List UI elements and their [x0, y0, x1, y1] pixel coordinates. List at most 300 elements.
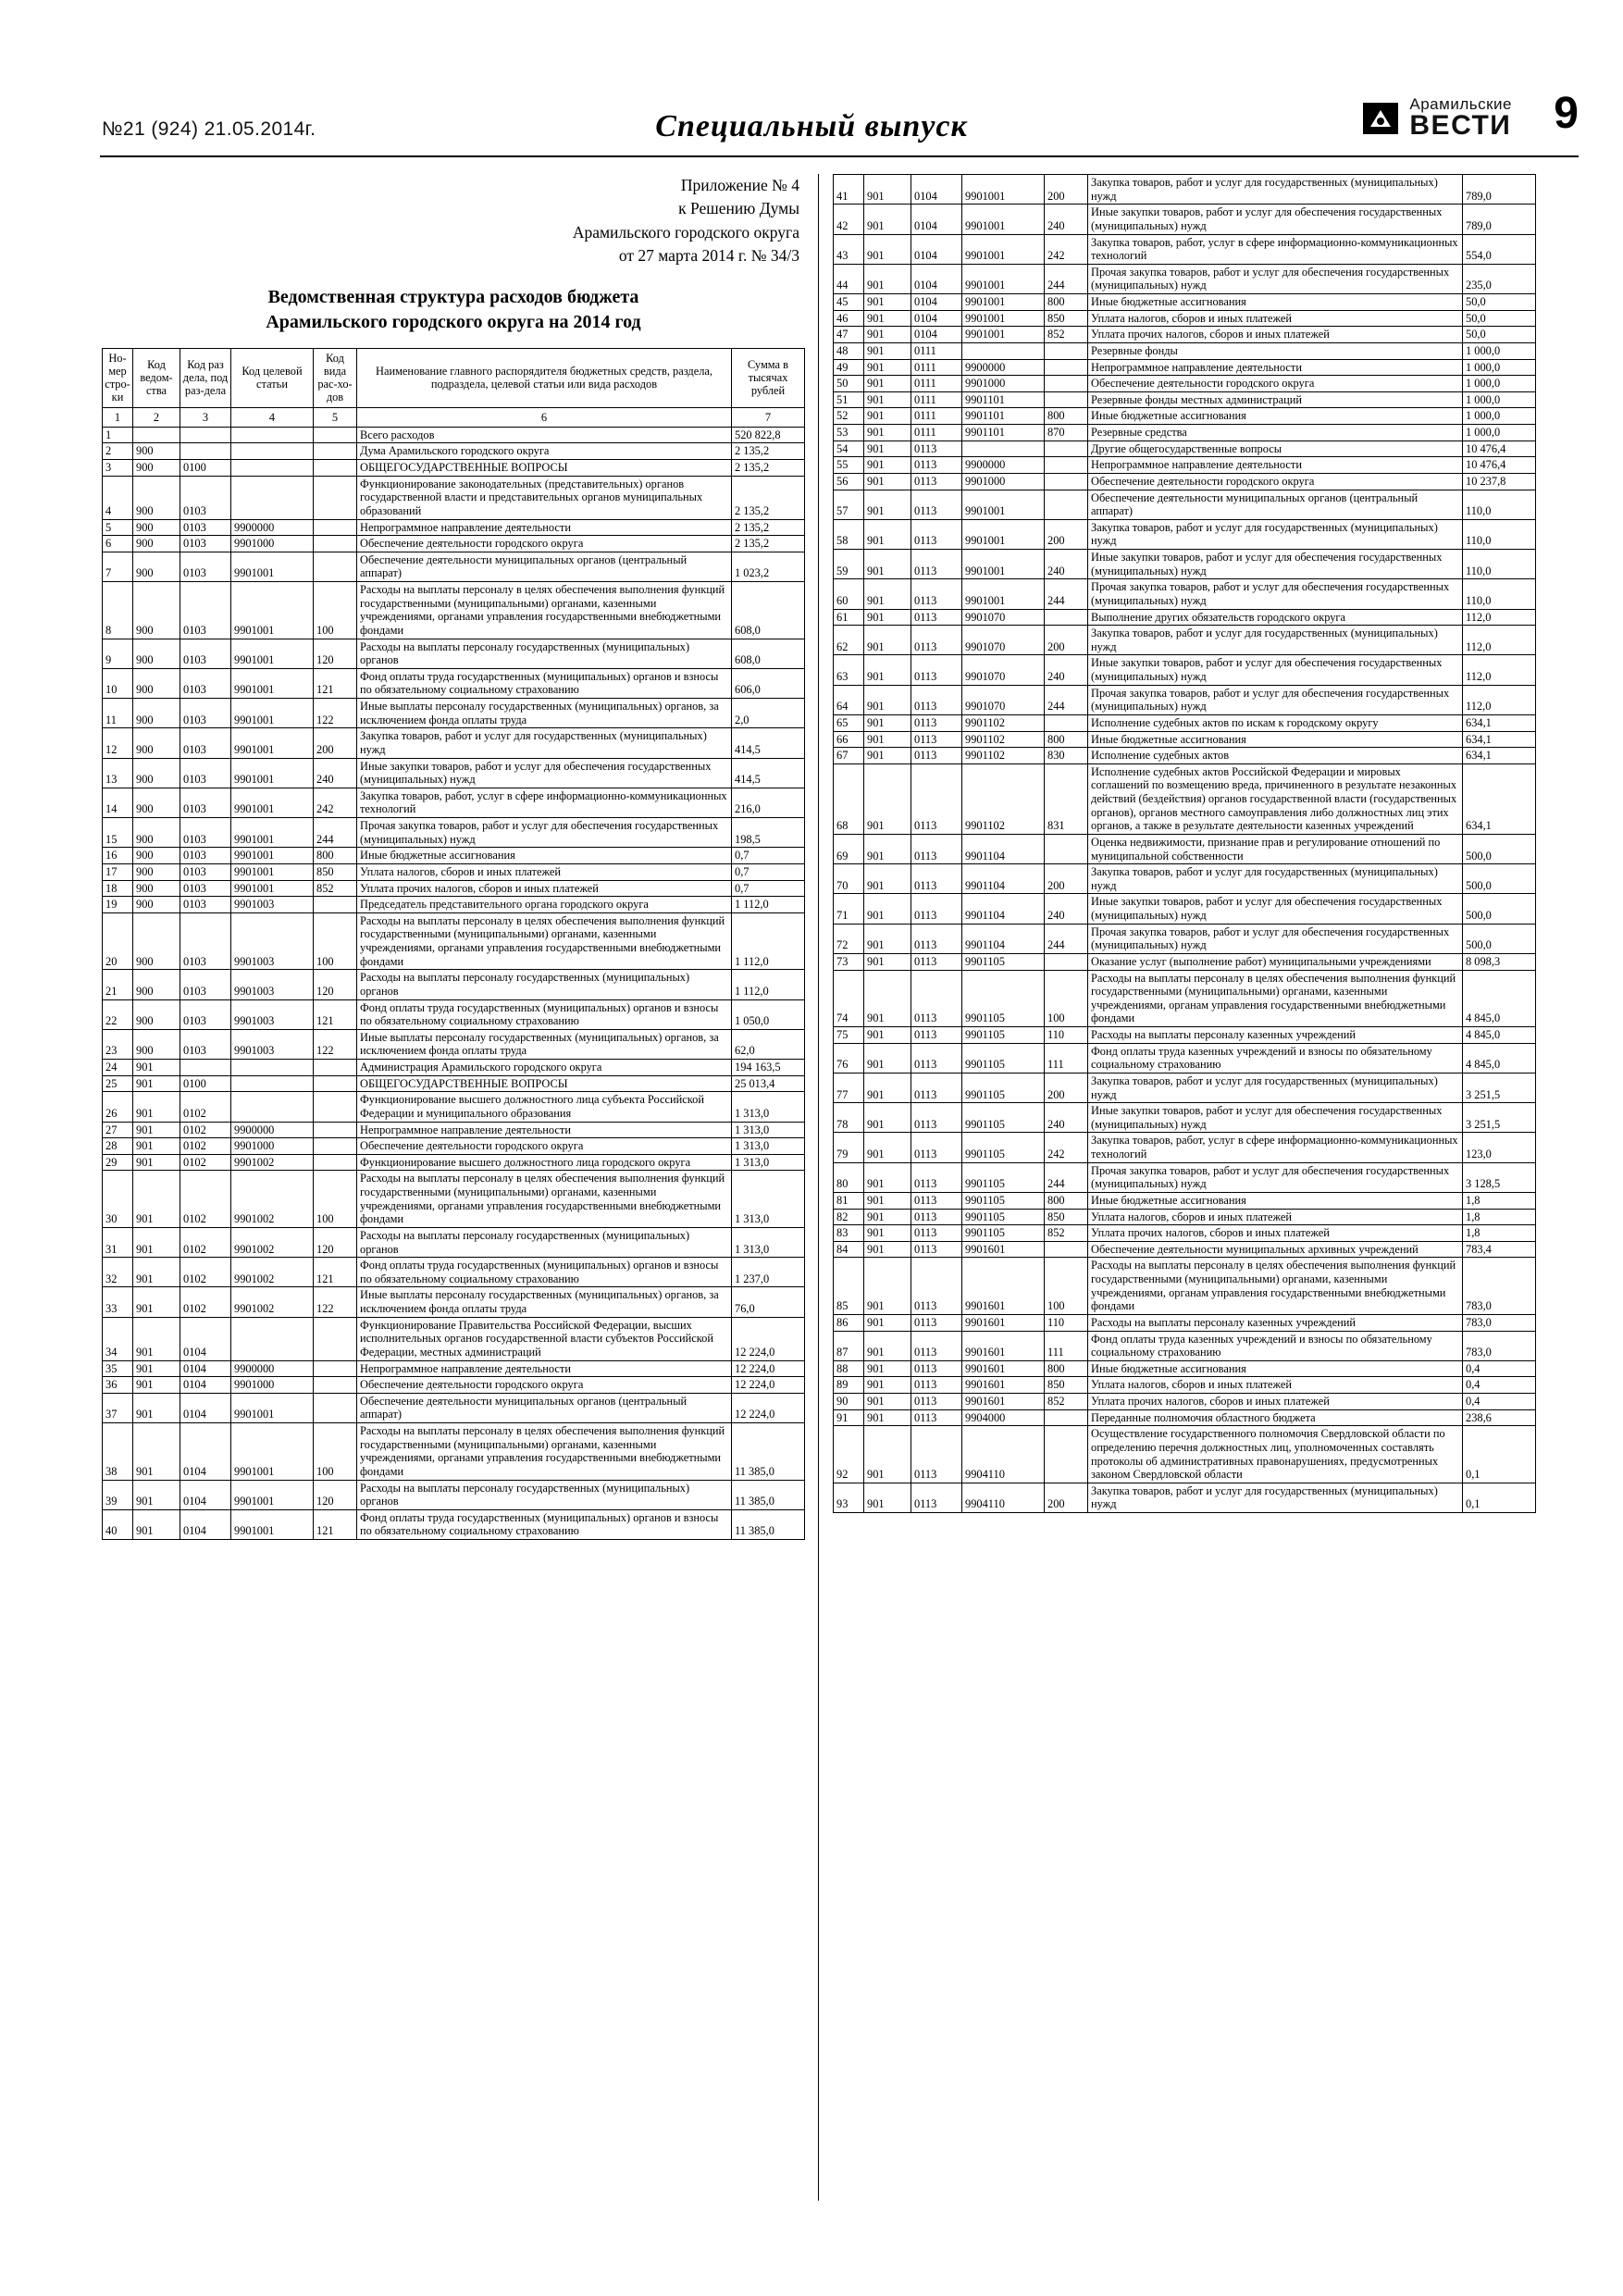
cell-target-article-code: 9901000 — [962, 376, 1045, 392]
cell-sum: 1 313,0 — [732, 1092, 805, 1122]
cell-section-code: 0103 — [180, 897, 231, 913]
cell-section-code: 0113 — [911, 1426, 962, 1483]
cell-target-article-code: 9901001 — [231, 1480, 314, 1509]
table-row — [103, 1258, 805, 1287]
cell-sum: 634,1 — [1463, 763, 1536, 834]
cell-target-article-code: 9900000 — [231, 519, 314, 536]
cell-name: ОБЩЕГОСУДАРСТВЕННЫЕ ВОПРОСЫ — [357, 1075, 732, 1092]
cell-department-code: 901 — [864, 1225, 911, 1242]
cell-sum: 414,5 — [732, 728, 805, 758]
cell-section-code — [180, 1060, 231, 1076]
doc-ref-line: от 27 марта 2014 г. № 34/3 — [618, 246, 799, 266]
table-row — [834, 457, 1536, 474]
cell-sum: 608,0 — [732, 639, 805, 668]
cell-target-article-code: 9901002 — [231, 1227, 314, 1257]
cell-section-code: 0103 — [180, 848, 231, 864]
col-number: 7 — [732, 407, 805, 427]
cell-target-article-code: 9901002 — [231, 1171, 314, 1228]
cell-row-number: 3 — [103, 460, 133, 477]
cell-name: Закупка товаров, работ и услуг для государственных (муниципальных) нужд — [1088, 175, 1463, 205]
cell-section-code: 0103 — [180, 519, 231, 536]
cell-department-code: 901 — [864, 1483, 911, 1512]
col-header-name: Наименование главного распорядителя бюджетных средств, раздела, подраздела, целевой статьи или вида расходов — [357, 348, 732, 407]
cell-name: Резервные средства — [1088, 425, 1463, 441]
cell-sum: 62,0 — [732, 1029, 805, 1059]
cell-row-number: 9 — [103, 639, 133, 668]
cell-expense-type-code: 200 — [1045, 1483, 1088, 1512]
table-row — [103, 897, 805, 913]
doc-title-line: Арамильского городского округа на 2014 год — [266, 311, 641, 332]
cell-section-code: 0104 — [911, 294, 962, 311]
cell-name: Иные бюджетные ассигнования — [1088, 408, 1463, 425]
cell-sum: 608,0 — [732, 582, 805, 639]
cell-sum: 783,0 — [1463, 1314, 1536, 1331]
cell-name: Иные выплаты персоналу государственных (муниципальных) органов, за исключением фонда оплаты труда — [357, 1287, 732, 1317]
cell-name: Выполнение других обязательств городского округа — [1088, 609, 1463, 626]
cell-department-code: 900 — [133, 443, 180, 460]
cell-section-code: 0104 — [911, 234, 962, 264]
table-row — [834, 685, 1536, 714]
cell-target-article-code: 9900000 — [962, 359, 1045, 376]
cell-name: Закупка товаров, работ и услуг для государственных (муниципальных) нужд — [1088, 626, 1463, 655]
col-header-section-code: Код раз дела, под раз-дела — [180, 348, 231, 407]
cell-department-code: 901 — [864, 1314, 911, 1331]
cell-name: Прочая закупка товаров, работ и услуг для обеспечения государственных (муниципальных) нужд — [1088, 264, 1463, 293]
cell-target-article-code: 9901104 — [962, 924, 1045, 953]
cell-section-code: 0102 — [180, 1227, 231, 1257]
cell-name: Прочая закупка товаров, работ и услуг для обеспечения государственных (муниципальных) нужд — [1088, 579, 1463, 609]
cell-name: Переданные полномочия областного бюджета — [1088, 1409, 1463, 1426]
cell-target-article-code: 9901101 — [962, 408, 1045, 425]
cell-section-code: 0103 — [180, 970, 231, 999]
cell-sum: 110,0 — [1463, 519, 1536, 549]
cell-expense-type-code: 244 — [314, 818, 357, 848]
cell-section-code: 0113 — [911, 834, 962, 863]
cell-target-article-code: 9901003 — [231, 912, 314, 970]
cell-row-number: 84 — [834, 1241, 864, 1258]
cell-target-article-code: 9901104 — [962, 864, 1045, 894]
cell-expense-type-code — [1045, 609, 1088, 626]
table-row — [103, 818, 805, 848]
doc-ref-line: Арамильского городского округа — [572, 222, 799, 242]
cell-name: Иные бюджетные ассигнования — [1088, 1192, 1463, 1209]
col-header-sum: Сумма в тысячах рублей — [732, 348, 805, 407]
table-row — [103, 536, 805, 552]
cell-department-code: 901 — [864, 748, 911, 764]
cell-section-code — [180, 427, 231, 443]
cell-expense-type-code: 800 — [1045, 408, 1088, 425]
cell-sum: 783,4 — [1463, 1241, 1536, 1258]
cell-name: Непрограммное направление деятельности — [1088, 359, 1463, 376]
cell-row-number: 34 — [103, 1317, 133, 1360]
cell-expense-type-code — [1045, 1426, 1088, 1483]
table-row — [103, 1138, 805, 1155]
cell-target-article-code: 9901003 — [231, 999, 314, 1029]
cell-sum: 4 845,0 — [1463, 970, 1536, 1027]
table-row — [834, 748, 1536, 764]
cell-sum: 783,0 — [1463, 1331, 1536, 1360]
table-row — [103, 1393, 805, 1422]
cell-department-code: 901 — [133, 1509, 180, 1539]
cell-expense-type-code: 110 — [1045, 1314, 1088, 1331]
cell-sum: 1 313,0 — [732, 1122, 805, 1138]
cell-department-code: 901 — [864, 425, 911, 441]
cell-name: Уплата налогов, сборов и иных платежей — [1088, 1209, 1463, 1225]
cell-row-number: 51 — [834, 391, 864, 408]
cell-expense-type-code: 850 — [1045, 310, 1088, 327]
cell-expense-type-code: 240 — [1045, 1103, 1088, 1133]
table-row — [834, 550, 1536, 579]
doc-ref-line: Приложение № 4 — [680, 176, 799, 194]
col-number: 6 — [357, 407, 732, 427]
table-row — [103, 1122, 805, 1138]
cell-expense-type-code: 120 — [314, 1227, 357, 1257]
cell-sum: 789,0 — [1463, 175, 1536, 205]
cell-expense-type-code: 852 — [1045, 1225, 1088, 1242]
cell-section-code: 0113 — [911, 714, 962, 731]
cell-sum: 198,5 — [732, 818, 805, 848]
cell-section-code: 0113 — [911, 1331, 962, 1360]
cell-target-article-code: 9901105 — [962, 1209, 1045, 1225]
cell-department-code: 901 — [864, 1162, 911, 1192]
cell-department-code: 901 — [864, 550, 911, 579]
cell-name: Закупка товаров, работ, услуг в сфере информационно-коммуникационных технологий — [1088, 1133, 1463, 1162]
table-row — [103, 476, 805, 519]
cell-department-code: 901 — [864, 579, 911, 609]
table-row — [103, 519, 805, 536]
cell-target-article-code: 9900000 — [231, 1122, 314, 1138]
cell-department-code: 901 — [864, 441, 911, 457]
cell-target-article-code: 9901101 — [962, 425, 1045, 441]
cell-section-code: 0103 — [180, 880, 231, 897]
budget-table-right — [833, 174, 1536, 1513]
cell-expense-type-code — [314, 536, 357, 552]
cell-row-number: 32 — [103, 1258, 133, 1287]
cell-expense-type-code: 121 — [314, 1509, 357, 1539]
cell-name: Закупка товаров, работ и услуг для государственных (муниципальных) нужд — [1088, 1483, 1463, 1512]
cell-target-article-code — [962, 441, 1045, 457]
cell-expense-type-code: 831 — [1045, 763, 1088, 834]
logo-line-1: Арамильские — [1409, 95, 1512, 113]
cell-row-number: 86 — [834, 1314, 864, 1331]
cell-sum: 50,0 — [1463, 327, 1536, 343]
cell-row-number: 40 — [103, 1509, 133, 1539]
cell-sum: 783,0 — [1463, 1258, 1536, 1315]
cell-section-code: 0113 — [911, 953, 962, 970]
cell-name: Обеспечение деятельности муниципальных архивных учреждений — [1088, 1241, 1463, 1258]
cell-name: Иные закупки товаров, работ и услуг для обеспечения государственных (муниципальных) нужд — [357, 758, 732, 788]
col-number: 1 — [103, 407, 133, 427]
cell-target-article-code: 9901105 — [962, 1073, 1045, 1102]
cell-department-code: 901 — [864, 1360, 911, 1377]
cell-department-code: 901 — [864, 894, 911, 924]
cell-section-code: 0113 — [911, 1209, 962, 1225]
table-row — [103, 1360, 805, 1377]
cell-section-code: 0103 — [180, 999, 231, 1029]
cell-section-code: 0113 — [911, 1043, 962, 1073]
cell-expense-type-code: 800 — [1045, 1192, 1088, 1209]
cell-row-number: 59 — [834, 550, 864, 579]
cell-target-article-code: 9901105 — [962, 1133, 1045, 1162]
cell-row-number: 12 — [103, 728, 133, 758]
cell-target-article-code: 9901105 — [962, 1192, 1045, 1209]
cell-department-code: 901 — [864, 1209, 911, 1225]
table-row — [834, 626, 1536, 655]
document-reference — [102, 174, 799, 268]
cell-department-code: 900 — [133, 818, 180, 848]
cell-department-code: 901 — [864, 391, 911, 408]
cell-name: Расходы на выплаты персоналу в целях обеспечения выполнения функций государственными (муниципальными) органами, казенными учреждениями, органами управления государственными внебюджетными фондами — [357, 582, 732, 639]
cell-section-code: 0102 — [180, 1122, 231, 1138]
cell-expense-type-code — [314, 1317, 357, 1360]
cell-section-code: 0103 — [180, 639, 231, 668]
cell-section-code: 0102 — [180, 1154, 231, 1171]
cell-sum: 554,0 — [1463, 234, 1536, 264]
logo-line-2: ВЕСТИ — [1409, 110, 1512, 141]
cell-expense-type-code — [314, 1122, 357, 1138]
cell-sum: 1 000,0 — [1463, 359, 1536, 376]
cell-name: Закупка товаров, работ, услуг в сфере информационно-коммуникационных технологий — [357, 788, 732, 817]
cell-name: Обеспечение деятельности муниципальных органов (центральный аппарат) — [357, 1393, 732, 1422]
cell-target-article-code: 9901003 — [231, 970, 314, 999]
cell-department-code: 901 — [133, 1171, 180, 1228]
cell-expense-type-code — [314, 519, 357, 536]
cell-expense-type-code: 830 — [1045, 748, 1088, 764]
right-column — [833, 174, 1536, 1513]
cell-row-number: 41 — [834, 175, 864, 205]
cell-name: Закупка товаров, работ, услуг в сфере информационно-коммуникационных технологий — [1088, 234, 1463, 264]
cell-target-article-code: 9901105 — [962, 1103, 1045, 1133]
cell-expense-type-code: 244 — [1045, 264, 1088, 293]
table-row — [834, 441, 1536, 457]
cell-name: Закупка товаров, работ и услуг для государственных (муниципальных) нужд — [1088, 519, 1463, 549]
col-header-expense-type-code: Код вида рас-хо-дов — [314, 348, 357, 407]
cell-expense-type-code: 240 — [1045, 205, 1088, 234]
cell-name: Расходы на выплаты персоналу казенных учреждений — [1088, 1027, 1463, 1044]
cell-row-number: 37 — [103, 1393, 133, 1422]
cell-row-number: 54 — [834, 441, 864, 457]
cell-section-code: 0104 — [180, 1360, 231, 1377]
cell-expense-type-code — [1045, 953, 1088, 970]
cell-name: Исполнение судебных актов по искам к городскому округу — [1088, 714, 1463, 731]
col-number: 3 — [180, 407, 231, 427]
table-row — [834, 359, 1536, 376]
cell-expense-type-code: 121 — [314, 668, 357, 698]
cell-name: Иные закупки товаров, работ и услуг для обеспечения государственных (муниципальных) нужд — [1088, 205, 1463, 234]
cell-expense-type-code — [1045, 359, 1088, 376]
cell-section-code: 0113 — [911, 1073, 962, 1102]
cell-department-code: 901 — [864, 408, 911, 425]
table-row — [834, 834, 1536, 863]
cell-section-code: 0104 — [911, 327, 962, 343]
cell-expense-type-code — [1045, 391, 1088, 408]
cell-sum: 0,7 — [732, 863, 805, 880]
cell-sum: 1 000,0 — [1463, 425, 1536, 441]
cell-department-code: 900 — [133, 519, 180, 536]
cell-target-article-code: 9901601 — [962, 1360, 1045, 1377]
cell-name: Прочая закупка товаров, работ и услуг для обеспечения государственных (муниципальных) нужд — [1088, 1162, 1463, 1192]
cell-name: Фонд оплаты труда государственных (муниципальных) органов и взносы по обязательному социальному страхованию — [357, 1509, 732, 1539]
cell-name: Иные выплаты персоналу государственных (муниципальных) органов, за исключением фонда оплаты труда — [357, 699, 732, 728]
table-row — [103, 699, 805, 728]
cell-row-number: 48 — [834, 342, 864, 359]
cell-name: Иные бюджетные ассигнования — [357, 848, 732, 864]
table-row — [834, 1073, 1536, 1102]
cell-target-article-code: 9901104 — [962, 894, 1045, 924]
cell-expense-type-code — [314, 1377, 357, 1394]
cell-name: Непрограммное направление деятельности — [357, 1360, 732, 1377]
cell-expense-type-code: 242 — [314, 788, 357, 817]
cell-sum: 0,4 — [1463, 1377, 1536, 1394]
cell-name: Иные бюджетные ассигнования — [1088, 1360, 1463, 1377]
cell-sum: 10 476,4 — [1463, 441, 1536, 457]
table-row — [103, 863, 805, 880]
table-row — [834, 1377, 1536, 1394]
cell-section-code: 0103 — [180, 758, 231, 788]
cell-row-number: 55 — [834, 457, 864, 474]
cell-name: Уплата налогов, сборов и иных платежей — [357, 863, 732, 880]
cell-department-code: 901 — [864, 1103, 911, 1133]
cell-expense-type-code: 200 — [1045, 626, 1088, 655]
cell-expense-type-code — [314, 1360, 357, 1377]
cell-sum: 11 385,0 — [732, 1509, 805, 1539]
table-row — [103, 999, 805, 1029]
cell-department-code: 901 — [864, 342, 911, 359]
cell-department-code: 901 — [133, 1360, 180, 1377]
cell-expense-type-code: 200 — [1045, 175, 1088, 205]
cell-department-code: 901 — [133, 1154, 180, 1171]
cell-name: Уплата прочих налогов, сборов и иных платежей — [1088, 1225, 1463, 1242]
cell-section-code: 0113 — [911, 748, 962, 764]
table-row — [834, 579, 1536, 609]
table-row — [834, 473, 1536, 490]
cell-expense-type-code — [314, 1154, 357, 1171]
cell-section-code: 0113 — [911, 1103, 962, 1133]
cell-section-code: 0113 — [911, 970, 962, 1027]
cell-department-code: 901 — [864, 1241, 911, 1258]
cell-row-number: 21 — [103, 970, 133, 999]
cell-department-code: 901 — [864, 1192, 911, 1209]
cell-expense-type-code: 852 — [1045, 327, 1088, 343]
cell-target-article-code: 9901001 — [231, 582, 314, 639]
col-number: 5 — [314, 407, 357, 427]
cell-section-code: 0103 — [180, 699, 231, 728]
cell-target-article-code: 9901102 — [962, 714, 1045, 731]
table-row — [834, 327, 1536, 343]
cell-expense-type-code — [1045, 342, 1088, 359]
cell-target-article-code: 9901601 — [962, 1377, 1045, 1394]
cell-row-number: 67 — [834, 748, 864, 764]
cell-name: Другие общегосударственные вопросы — [1088, 441, 1463, 457]
cell-section-code: 0113 — [911, 441, 962, 457]
cell-section-code: 0111 — [911, 376, 962, 392]
cell-row-number: 46 — [834, 310, 864, 327]
cell-target-article-code: 9901001 — [231, 552, 314, 581]
cell-name: Дума Арамильского городского округа — [357, 443, 732, 460]
cell-department-code: 900 — [133, 639, 180, 668]
cell-sum: 112,0 — [1463, 626, 1536, 655]
cell-department-code: 901 — [864, 834, 911, 863]
cell-department-code: 901 — [133, 1138, 180, 1155]
cell-section-code: 0104 — [911, 205, 962, 234]
table-head — [103, 348, 805, 427]
cell-name: Функционирование Правительства Российской Федерации, высших исполнительных органов государственной власти субъектов Российской Федерации, местных администраций — [357, 1317, 732, 1360]
cell-row-number: 18 — [103, 880, 133, 897]
table-row — [103, 1092, 805, 1122]
cell-expense-type-code — [314, 897, 357, 913]
column-divider — [818, 174, 819, 2201]
cell-section-code: 0113 — [911, 490, 962, 519]
table-row — [103, 1060, 805, 1076]
cell-department-code: 901 — [864, 376, 911, 392]
cell-section-code: 0113 — [911, 1258, 962, 1315]
table-row — [834, 894, 1536, 924]
cell-name: Осуществление государственного полномочия Свердловской области по определению перечня должностных лиц, уполномоченных составлять протоколы об административных правонарушениях, предусмотренных законом Свердловской области — [1088, 1426, 1463, 1483]
cell-row-number: 27 — [103, 1122, 133, 1138]
cell-department-code: 901 — [864, 457, 911, 474]
cell-section-code: 0103 — [180, 552, 231, 581]
cell-row-number: 47 — [834, 327, 864, 343]
cell-name: Уплата прочих налогов, сборов и иных платежей — [1088, 327, 1463, 343]
cell-row-number: 73 — [834, 953, 864, 970]
cell-sum: 12 224,0 — [732, 1317, 805, 1360]
cell-sum: 110,0 — [1463, 579, 1536, 609]
cell-row-number: 66 — [834, 731, 864, 748]
cell-name: Фонд оплаты труда государственных (муниципальных) органов и взносы по обязательному социальному страхованию — [357, 1258, 732, 1287]
cell-section-code: 0113 — [911, 924, 962, 953]
cell-target-article-code: 9901070 — [962, 609, 1045, 626]
cell-sum: 1 112,0 — [732, 970, 805, 999]
cell-section-code: 0113 — [911, 1360, 962, 1377]
cell-department-code: 901 — [864, 264, 911, 293]
cell-expense-type-code: 100 — [314, 1171, 357, 1228]
cell-target-article-code: 9901601 — [962, 1394, 1045, 1410]
cell-name: Иные закупки товаров, работ и услуг для обеспечения государственных (муниципальных) нужд — [1088, 1103, 1463, 1133]
issue-line: №21 (924) 21.05.2014г. — [102, 118, 316, 140]
cell-target-article-code: 9904110 — [962, 1483, 1045, 1512]
doc-title-line: Ведомственная структура расходов бюджета — [267, 286, 639, 307]
cell-expense-type-code — [314, 427, 357, 443]
cell-department-code: 901 — [864, 731, 911, 748]
cell-target-article-code: 9901001 — [962, 264, 1045, 293]
cell-target-article-code: 9901001 — [962, 234, 1045, 264]
cell-row-number: 61 — [834, 609, 864, 626]
cell-department-code: 900 — [133, 536, 180, 552]
cell-name: Иные бюджетные ассигнования — [1088, 294, 1463, 311]
cell-section-code: 0113 — [911, 1394, 962, 1410]
cell-section-code: 0113 — [911, 1314, 962, 1331]
cell-sum: 0,4 — [1463, 1360, 1536, 1377]
cell-expense-type-code: 111 — [1045, 1331, 1088, 1360]
table-row — [834, 408, 1536, 425]
table-row — [103, 1509, 805, 1539]
cell-target-article-code: 9904110 — [962, 1426, 1045, 1483]
cell-expense-type-code: 850 — [1045, 1209, 1088, 1225]
cell-sum: 3 251,5 — [1463, 1073, 1536, 1102]
cell-expense-type-code: 850 — [314, 863, 357, 880]
table-row — [103, 460, 805, 477]
cell-sum: 1 112,0 — [732, 897, 805, 913]
cell-department-code: 901 — [864, 473, 911, 490]
cell-row-number: 85 — [834, 1258, 864, 1315]
cell-name: Уплата прочих налогов, сборов и иных платежей — [357, 880, 732, 897]
cell-department-code: 901 — [133, 1258, 180, 1287]
cell-expense-type-code: 240 — [1045, 894, 1088, 924]
table-row — [834, 205, 1536, 234]
cell-section-code: 0103 — [180, 1029, 231, 1059]
cell-section-code: 0103 — [180, 788, 231, 817]
cell-expense-type-code — [1045, 834, 1088, 863]
